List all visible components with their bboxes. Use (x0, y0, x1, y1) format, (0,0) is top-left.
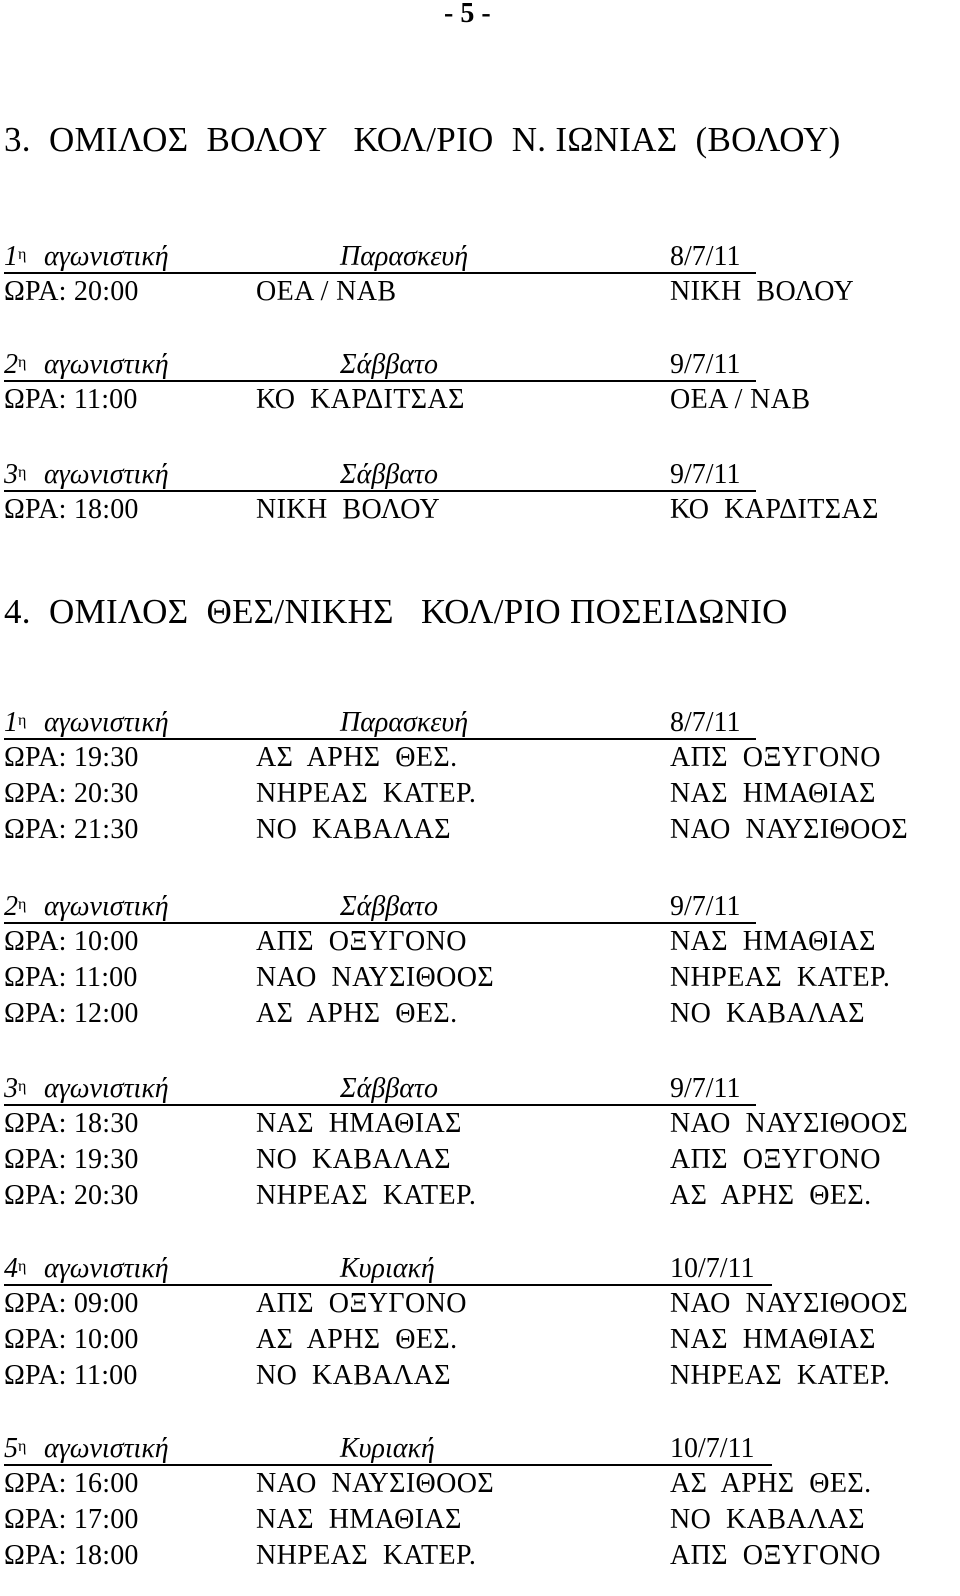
match-row (4, 1286, 954, 1322)
round-label: αγωνιστική (44, 891, 169, 922)
round-day: Σάββατο (340, 459, 438, 490)
match-row (4, 382, 954, 418)
match-home-team: ΟΕΑ / ΝΑΒ (256, 276, 397, 307)
match-away-team: ΝΗΡΕΑΣ ΚΑΤΕΡ. (670, 1360, 891, 1391)
match-time: ΩΡΑ: 18:30 (4, 1108, 139, 1139)
match-row (4, 1322, 954, 1358)
match-row (4, 1466, 954, 1502)
match-away-team: ΟΕΑ / ΝΑΒ (670, 384, 811, 415)
match-row (4, 1178, 954, 1214)
match-away-team: ΝΑΟ ΝΑΥΣΙΘΟΟΣ (670, 1108, 909, 1139)
round-date: 10/7/11 (670, 1433, 755, 1464)
match-row (4, 960, 954, 996)
match-home-team: ΝΟ ΚΑΒΑΛΑΣ (256, 814, 451, 845)
match-home-team: ΑΠΣ ΟΞΥΓΟΝΟ (256, 1288, 467, 1319)
round-date: 9/7/11 (670, 459, 741, 490)
match-home-team: ΝΗΡΕΑΣ ΚΑΤΕΡ. (256, 778, 477, 809)
round-block (4, 888, 954, 1032)
match-time: ΩΡΑ: 09:00 (4, 1288, 139, 1319)
match-time: ΩΡΑ: 19:30 (4, 742, 139, 773)
match-row (4, 812, 954, 848)
match-time: ΩΡΑ: 20:30 (4, 1180, 139, 1211)
round-block (4, 346, 954, 418)
match-away-team: ΝΑΣ ΗΜΑΘΙΑΣ (670, 926, 876, 957)
match-away-team: ΝΟ ΚΑΒΑΛΑΣ (670, 1504, 865, 1535)
match-home-team: ΑΣ ΑΡΗΣ ΘΕΣ. (256, 1324, 458, 1355)
round-block (4, 456, 954, 528)
match-row (4, 1358, 954, 1394)
round-day: Σάββατο (340, 1073, 438, 1104)
round-label: αγωνιστική (44, 1073, 169, 1104)
match-time: ΩΡΑ: 18:00 (4, 1540, 139, 1571)
match-time: ΩΡΑ: 11:00 (4, 962, 138, 993)
match-time: ΩΡΑ: 11:00 (4, 1360, 138, 1391)
match-time: ΩΡΑ: 16:00 (4, 1468, 139, 1499)
match-row (4, 1502, 954, 1538)
match-away-team: ΑΠΣ ΟΞΥΓΟΝΟ (670, 1144, 881, 1175)
match-home-team: ΝΗΡΕΑΣ ΚΑΤΕΡ. (256, 1180, 477, 1211)
match-time: ΩΡΑ: 18:00 (4, 494, 139, 525)
match-away-team: ΚΟ ΚΑΡΔΙΤΣΑΣ (670, 494, 879, 525)
round-label: αγωνιστική (44, 707, 169, 738)
match-away-team: ΝΑΟ ΝΑΥΣΙΘΟΟΣ (670, 1288, 909, 1319)
match-away-team: ΑΣ ΑΡΗΣ ΘΕΣ. (670, 1468, 872, 1499)
match-home-team: ΝΟ ΚΑΒΑΛΑΣ (256, 1360, 451, 1391)
match-away-team: ΝΙΚΗ ΒΟΛΟΥ (670, 276, 855, 307)
match-away-team: ΝΑΣ ΗΜΑΘΙΑΣ (670, 1324, 876, 1355)
round-header (4, 1250, 772, 1286)
match-away-team: ΝΟ ΚΑΒΑΛΑΣ (670, 998, 865, 1029)
match-time: ΩΡΑ: 17:00 (4, 1504, 139, 1535)
match-row (4, 1106, 954, 1142)
match-home-team: ΝΑΣ ΗΜΑΘΙΑΣ (256, 1108, 462, 1139)
match-away-team: ΑΠΣ ΟΞΥΓΟΝΟ (670, 1540, 881, 1571)
round-block (4, 1430, 954, 1574)
round-date: 9/7/11 (670, 891, 741, 922)
round-header (4, 346, 756, 382)
round-day: Σάββατο (340, 891, 438, 922)
round-label: αγωνιστική (44, 459, 169, 490)
page-number: - 5 - (444, 0, 491, 29)
round-number: $3^\eta$ (4, 459, 27, 490)
round-label: αγωνιστική (44, 1253, 169, 1284)
match-time: ΩΡΑ: 19:30 (4, 1144, 139, 1175)
match-row (4, 996, 954, 1032)
round-label: αγωνιστική (44, 241, 169, 272)
match-home-team: ΝΑΣ ΗΜΑΘΙΑΣ (256, 1504, 462, 1535)
match-time: ΩΡΑ: 11:00 (4, 384, 138, 415)
round-date: 9/7/11 (670, 349, 741, 380)
match-home-team: ΑΣ ΑΡΗΣ ΘΕΣ. (256, 998, 458, 1029)
match-home-team: ΝΑΟ ΝΑΥΣΙΘΟΟΣ (256, 962, 495, 993)
round-number: $2^\eta$ (4, 349, 27, 380)
round-day: Σάββατο (340, 349, 438, 380)
match-row (4, 492, 954, 528)
match-time: ΩΡΑ: 12:00 (4, 998, 139, 1029)
match-home-team: ΝΙΚΗ ΒΟΛΟΥ (256, 494, 441, 525)
round-header (4, 238, 756, 274)
round-block (4, 704, 954, 848)
round-block (4, 1070, 954, 1214)
section-group-3 (4, 120, 954, 160)
round-block (4, 1250, 954, 1394)
round-number: $2^\eta$ (4, 891, 27, 922)
match-home-team: ΝΟ ΚΑΒΑΛΑΣ (256, 1144, 451, 1175)
round-number: $1^\eta$ (4, 707, 27, 738)
match-time: ΩΡΑ: 21:30 (4, 814, 139, 845)
match-row (4, 776, 954, 812)
match-away-team: ΑΣ ΑΡΗΣ ΘΕΣ. (670, 1180, 872, 1211)
round-date: 10/7/11 (670, 1253, 755, 1284)
match-away-team: ΑΠΣ ΟΞΥΓΟΝΟ (670, 742, 881, 773)
match-row (4, 1538, 954, 1574)
round-label: αγωνιστική (44, 349, 169, 380)
round-header (4, 1430, 772, 1466)
round-header (4, 1070, 756, 1106)
match-away-team: ΝΑΣ ΗΜΑΘΙΑΣ (670, 778, 876, 809)
round-header (4, 888, 756, 924)
round-date: 8/7/11 (670, 241, 741, 272)
round-header (4, 704, 756, 740)
section-title: 3. ΟΜΙΛΟΣ ΒΟΛΟΥ ΚΟΛ/ΡΙΟ Ν. ΙΩΝΙΑΣ (ΒΟΛΟΥ) (4, 120, 841, 159)
match-time: ΩΡΑ: 10:00 (4, 926, 139, 957)
round-day: Κυριακή (340, 1253, 435, 1284)
round-number: $4^\eta$ (4, 1253, 27, 1284)
round-header (4, 456, 756, 492)
match-home-team: ΑΠΣ ΟΞΥΓΟΝΟ (256, 926, 467, 957)
match-time: ΩΡΑ: 10:00 (4, 1324, 139, 1355)
round-number: $1^\eta$ (4, 241, 27, 272)
match-home-team: ΝΗΡΕΑΣ ΚΑΤΕΡ. (256, 1540, 477, 1571)
round-date: 9/7/11 (670, 1073, 741, 1104)
match-time: ΩΡΑ: 20:00 (4, 276, 139, 307)
round-number: $5^\eta$ (4, 1433, 27, 1464)
match-time: ΩΡΑ: 20:30 (4, 778, 139, 809)
match-row (4, 740, 954, 776)
round-number: $3^\eta$ (4, 1073, 27, 1104)
round-block (4, 238, 954, 310)
match-row (4, 924, 954, 960)
match-home-team: ΝΑΟ ΝΑΥΣΙΘΟΟΣ (256, 1468, 495, 1499)
round-day: Παρασκευή (340, 241, 469, 272)
round-label: αγωνιστική (44, 1433, 169, 1464)
match-away-team: ΝΑΟ ΝΑΥΣΙΘΟΟΣ (670, 814, 909, 845)
match-away-team: ΝΗΡΕΑΣ ΚΑΤΕΡ. (670, 962, 891, 993)
section-group-4 (4, 592, 954, 632)
match-home-team: ΑΣ ΑΡΗΣ ΘΕΣ. (256, 742, 458, 773)
match-row (4, 1142, 954, 1178)
round-day: Κυριακή (340, 1433, 435, 1464)
match-row (4, 274, 954, 310)
round-day: Παρασκευή (340, 707, 469, 738)
section-title: 4. ΟΜΙΛΟΣ ΘΕΣ/ΝΙΚΗΣ ΚΟΛ/ΡΙΟ ΠΟΣΕΙΔΩΝΙΟ (4, 592, 788, 631)
round-date: 8/7/11 (670, 707, 741, 738)
match-home-team: ΚΟ ΚΑΡΔΙΤΣΑΣ (256, 384, 465, 415)
